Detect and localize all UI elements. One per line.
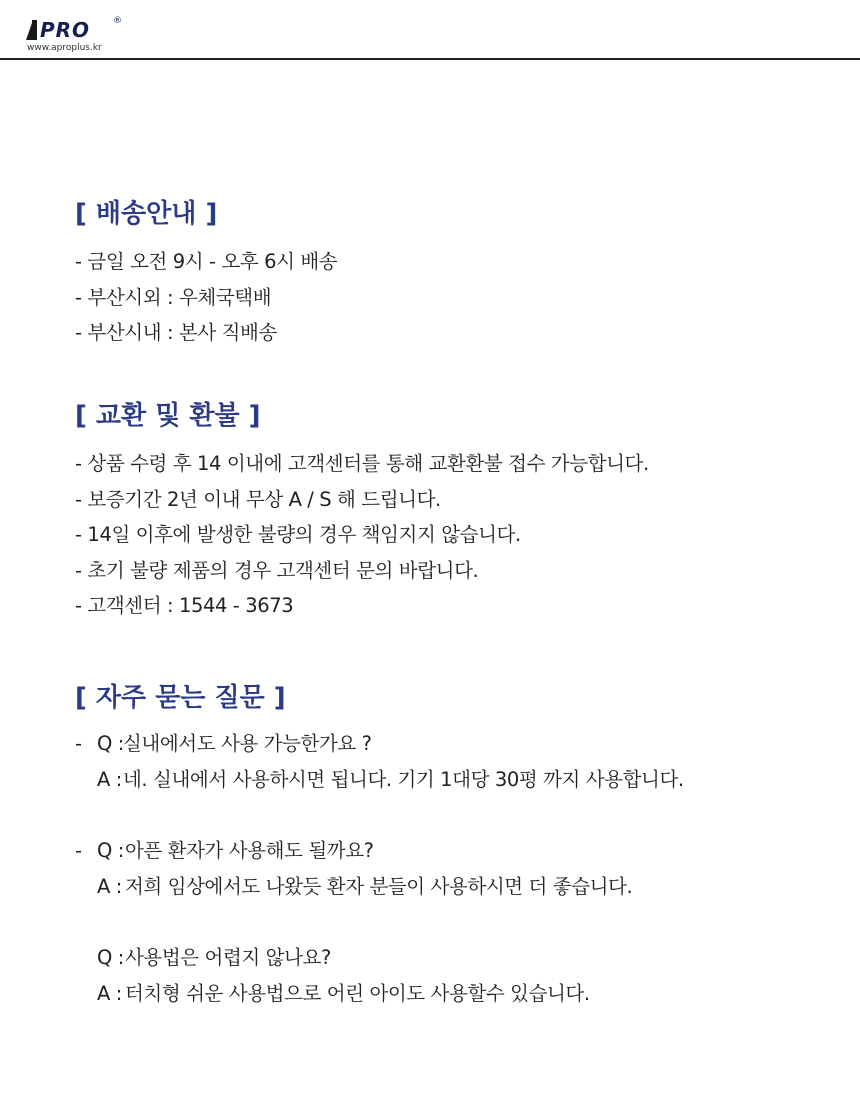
logo-mark-bar [32,20,37,40]
logo-url: www.aproplus.kr [27,43,102,53]
question-text: 실내에서도 사용 가능한가요 ? [123,732,372,755]
brand-logo[interactable] [26,16,136,58]
delivery-list [75,244,835,351]
faq-question [75,833,835,869]
exchange-list [75,446,835,624]
faq-answer [75,762,835,798]
exchange-line: - 보증기간 2년 이내 무상 A / S 해 드립니다. [75,487,441,511]
answer-tag: A : [97,981,122,1005]
faq-answer [75,976,835,1012]
delivery-line: - 부산시외 : 우체국택배 [75,285,272,309]
answer-tag: A : [97,767,122,791]
exchange-line: - 14일 이후에 발생한 불량의 경우 책임지지 않습니다. [75,523,521,546]
delivery-section [75,198,835,351]
faq-bullet: - [75,839,82,862]
faq-title: [ 자주 묻는 질문 ] [75,683,286,713]
answer-tag: A : [97,874,122,898]
delivery-title: [ 배송안내 ] [75,199,218,229]
answer-text: 저희 임상에서도 나왔듯 환자 분들이 사용하시면 더 좋습니다. [125,874,633,898]
delivery-line: - 부산시내 : 본사 직배송 [75,321,277,344]
question-text: 사용법은 어렵지 않나요? [125,946,331,969]
exchange-section [75,400,835,624]
faq-question [75,726,835,762]
exchange-line: - 초기 불량 제품의 경우 고객센터 문의 바랍니다. [75,558,479,582]
faq-answer [75,869,835,905]
faq-section [75,682,835,1011]
page-header [0,0,860,60]
answer-text: 터치형 쉬운 사용법으로 어린 아이도 사용할수 있습니다. [125,981,590,1005]
exchange-title: [ 교환 및 환불 ] [75,401,261,431]
faq-question [75,940,835,976]
registered-mark: ® [113,16,122,26]
answer-text: 네. 실내에서 사용하시면 됩니다. 기기 1대당 30평 까지 사용합니다. [123,767,684,791]
exchange-line: - 고객센터 : 1544 - 3673 [75,594,294,617]
logo-wordmark: PRO [40,18,91,42]
faq-bullet: - [75,732,82,755]
header-divider [0,58,860,60]
question-text: 아픈 환자가 사용해도 될까요? [125,839,374,862]
faq-list [75,726,835,1011]
delivery-line: - 금일 오전 9시 - 오후 6시 배송 [75,250,338,273]
question-tag: Q : [97,946,124,969]
exchange-line: - 상품 수령 후 14 이내에 고객센터를 통해 교환환불 접수 가능합니다. [75,452,649,475]
question-tag: Q : [97,839,124,862]
question-tag: Q : [97,732,124,755]
